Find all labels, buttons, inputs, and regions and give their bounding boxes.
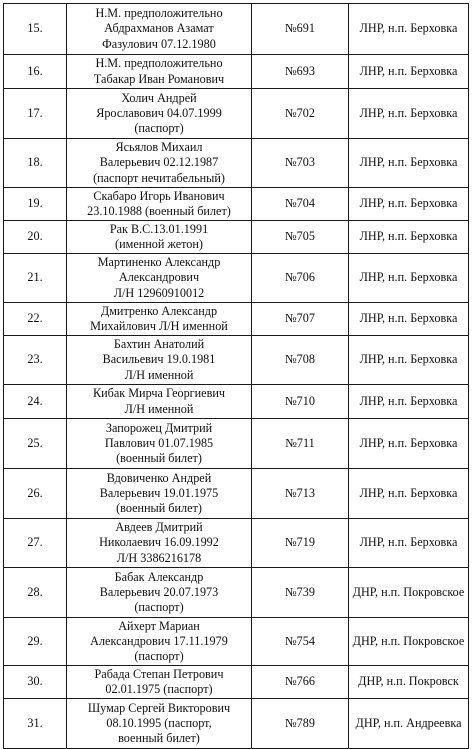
location: ЛНР, н.п. Берховка (349, 303, 469, 336)
table-row (4, 618, 469, 666)
person-name: Дмитренко Александр Михайлович Л/Н именной (67, 303, 252, 336)
record-number: №719 (252, 519, 349, 568)
record-number: №708 (252, 336, 349, 385)
location: ЛНР, н.п. Берховка (349, 419, 469, 469)
person-name: Н.М. предположительно Абдрахманов Азамат Фазулович 07.12.1980 (67, 4, 252, 55)
row-number: 31. (4, 699, 67, 749)
record-number: №693 (252, 55, 349, 89)
location: ЛНР, н.п. Берховка (349, 254, 469, 303)
record-number: №754 (252, 618, 349, 666)
row-number: 21. (4, 254, 67, 303)
table-row (4, 336, 469, 385)
table-row (4, 188, 469, 221)
person-name: Н.М. предположительно Табакар Иван Романович (67, 55, 252, 89)
person-name: Шумар Сергей Викторович 08.10.1995 (паспорт, военный билет) (67, 699, 252, 749)
person-name: Бабак Александр Валерьевич 20.07.1973 (паспорт) (67, 568, 252, 618)
record-number: №703 (252, 139, 349, 188)
row-number: 22. (4, 303, 67, 336)
location: ЛНР, н.п. Берховка (349, 4, 469, 55)
row-number: 18. (4, 139, 67, 188)
row-number: 23. (4, 336, 67, 385)
record-number: №705 (252, 221, 349, 254)
person-name: Запорожец Дмитрий Павлович 01.07.1985 (военный билет) (67, 419, 252, 469)
record-number: №739 (252, 568, 349, 618)
person-name: Скабаро Игорь Иванович 23.10.1988 (военный билет) (67, 188, 252, 221)
row-number: 28. (4, 568, 67, 618)
row-number: 19. (4, 188, 67, 221)
location: ЛНР, н.п. Берховка (349, 89, 469, 139)
row-number: 15. (4, 4, 67, 55)
record-number: №707 (252, 303, 349, 336)
person-name: Мартиненко Александр Александрович Л/Н 12960910012 (67, 254, 252, 303)
location: ЛНР, н.п. Берховка (349, 336, 469, 385)
person-name: Рабада Степан Петрович 02.01.1975 (паспорт) (67, 666, 252, 699)
row-number: 29. (4, 618, 67, 666)
table-row (4, 385, 469, 419)
table-row (4, 519, 469, 568)
row-number: 26. (4, 469, 67, 519)
table-row (4, 55, 469, 89)
table-row (4, 4, 469, 55)
remains-table (3, 3, 469, 749)
location: ЛНР, н.п. Берховка (349, 139, 469, 188)
record-number: №789 (252, 699, 349, 749)
record-number: №710 (252, 385, 349, 419)
table-row (4, 666, 469, 699)
location: ЛНР, н.п. Берховка (349, 188, 469, 221)
row-number: 25. (4, 419, 67, 469)
table-row (4, 699, 469, 749)
record-number: №702 (252, 89, 349, 139)
record-number: №713 (252, 469, 349, 519)
row-number: 17. (4, 89, 67, 139)
person-name: Рак В.С.13.01.1991 (именной жетон) (67, 221, 252, 254)
location: ДНР, н.п. Покровск (349, 666, 469, 699)
row-number: 30. (4, 666, 67, 699)
person-name: Ясьялов Михаил Валерьевич 02.12.1987 (паспорт нечитабельный) (67, 139, 252, 188)
location: ДНР, н.п. Покровское (349, 618, 469, 666)
table-row (4, 303, 469, 336)
row-number: 20. (4, 221, 67, 254)
person-name: Холич Андрей Ярославович 04.07.1999 (паспорт) (67, 89, 252, 139)
person-name: Айхерт Мариан Александрович 17.11.1979 (паспорт) (67, 618, 252, 666)
row-number: 16. (4, 55, 67, 89)
location: ЛНР, н.п. Берховка (349, 55, 469, 89)
table-row (4, 254, 469, 303)
location: ДНР, н.п. Андреевка (349, 699, 469, 749)
person-name: Авдеев Дмитрий Николаевич 16.09.1992 Л/Н 3386216178 (67, 519, 252, 568)
table-row (4, 568, 469, 618)
person-name: Вдовиченко Андрей Валерьевич 19.01.1975 (военный билет) (67, 469, 252, 519)
record-number: №711 (252, 419, 349, 469)
location: ДНР, н.п. Покровское (349, 568, 469, 618)
row-number: 27. (4, 519, 67, 568)
record-number: №704 (252, 188, 349, 221)
location: ЛНР, н.п. Берховка (349, 519, 469, 568)
record-number: №706 (252, 254, 349, 303)
table-row (4, 89, 469, 139)
table-row (4, 469, 469, 519)
record-number: №766 (252, 666, 349, 699)
person-name: Бахтин Анатолий Васильевич 19.0.1981 Л/Н именной (67, 336, 252, 385)
person-name: Кибак Мирча Георгиевич Л/Н именной (67, 385, 252, 419)
table-row (4, 419, 469, 469)
table-row (4, 221, 469, 254)
location: ЛНР, н.п. Берховка (349, 221, 469, 254)
record-number: №691 (252, 4, 349, 55)
location: ЛНР, н.п. Берховка (349, 469, 469, 519)
row-number: 24. (4, 385, 67, 419)
table-row (4, 139, 469, 188)
location: ЛНР, н.п. Берховка (349, 385, 469, 419)
